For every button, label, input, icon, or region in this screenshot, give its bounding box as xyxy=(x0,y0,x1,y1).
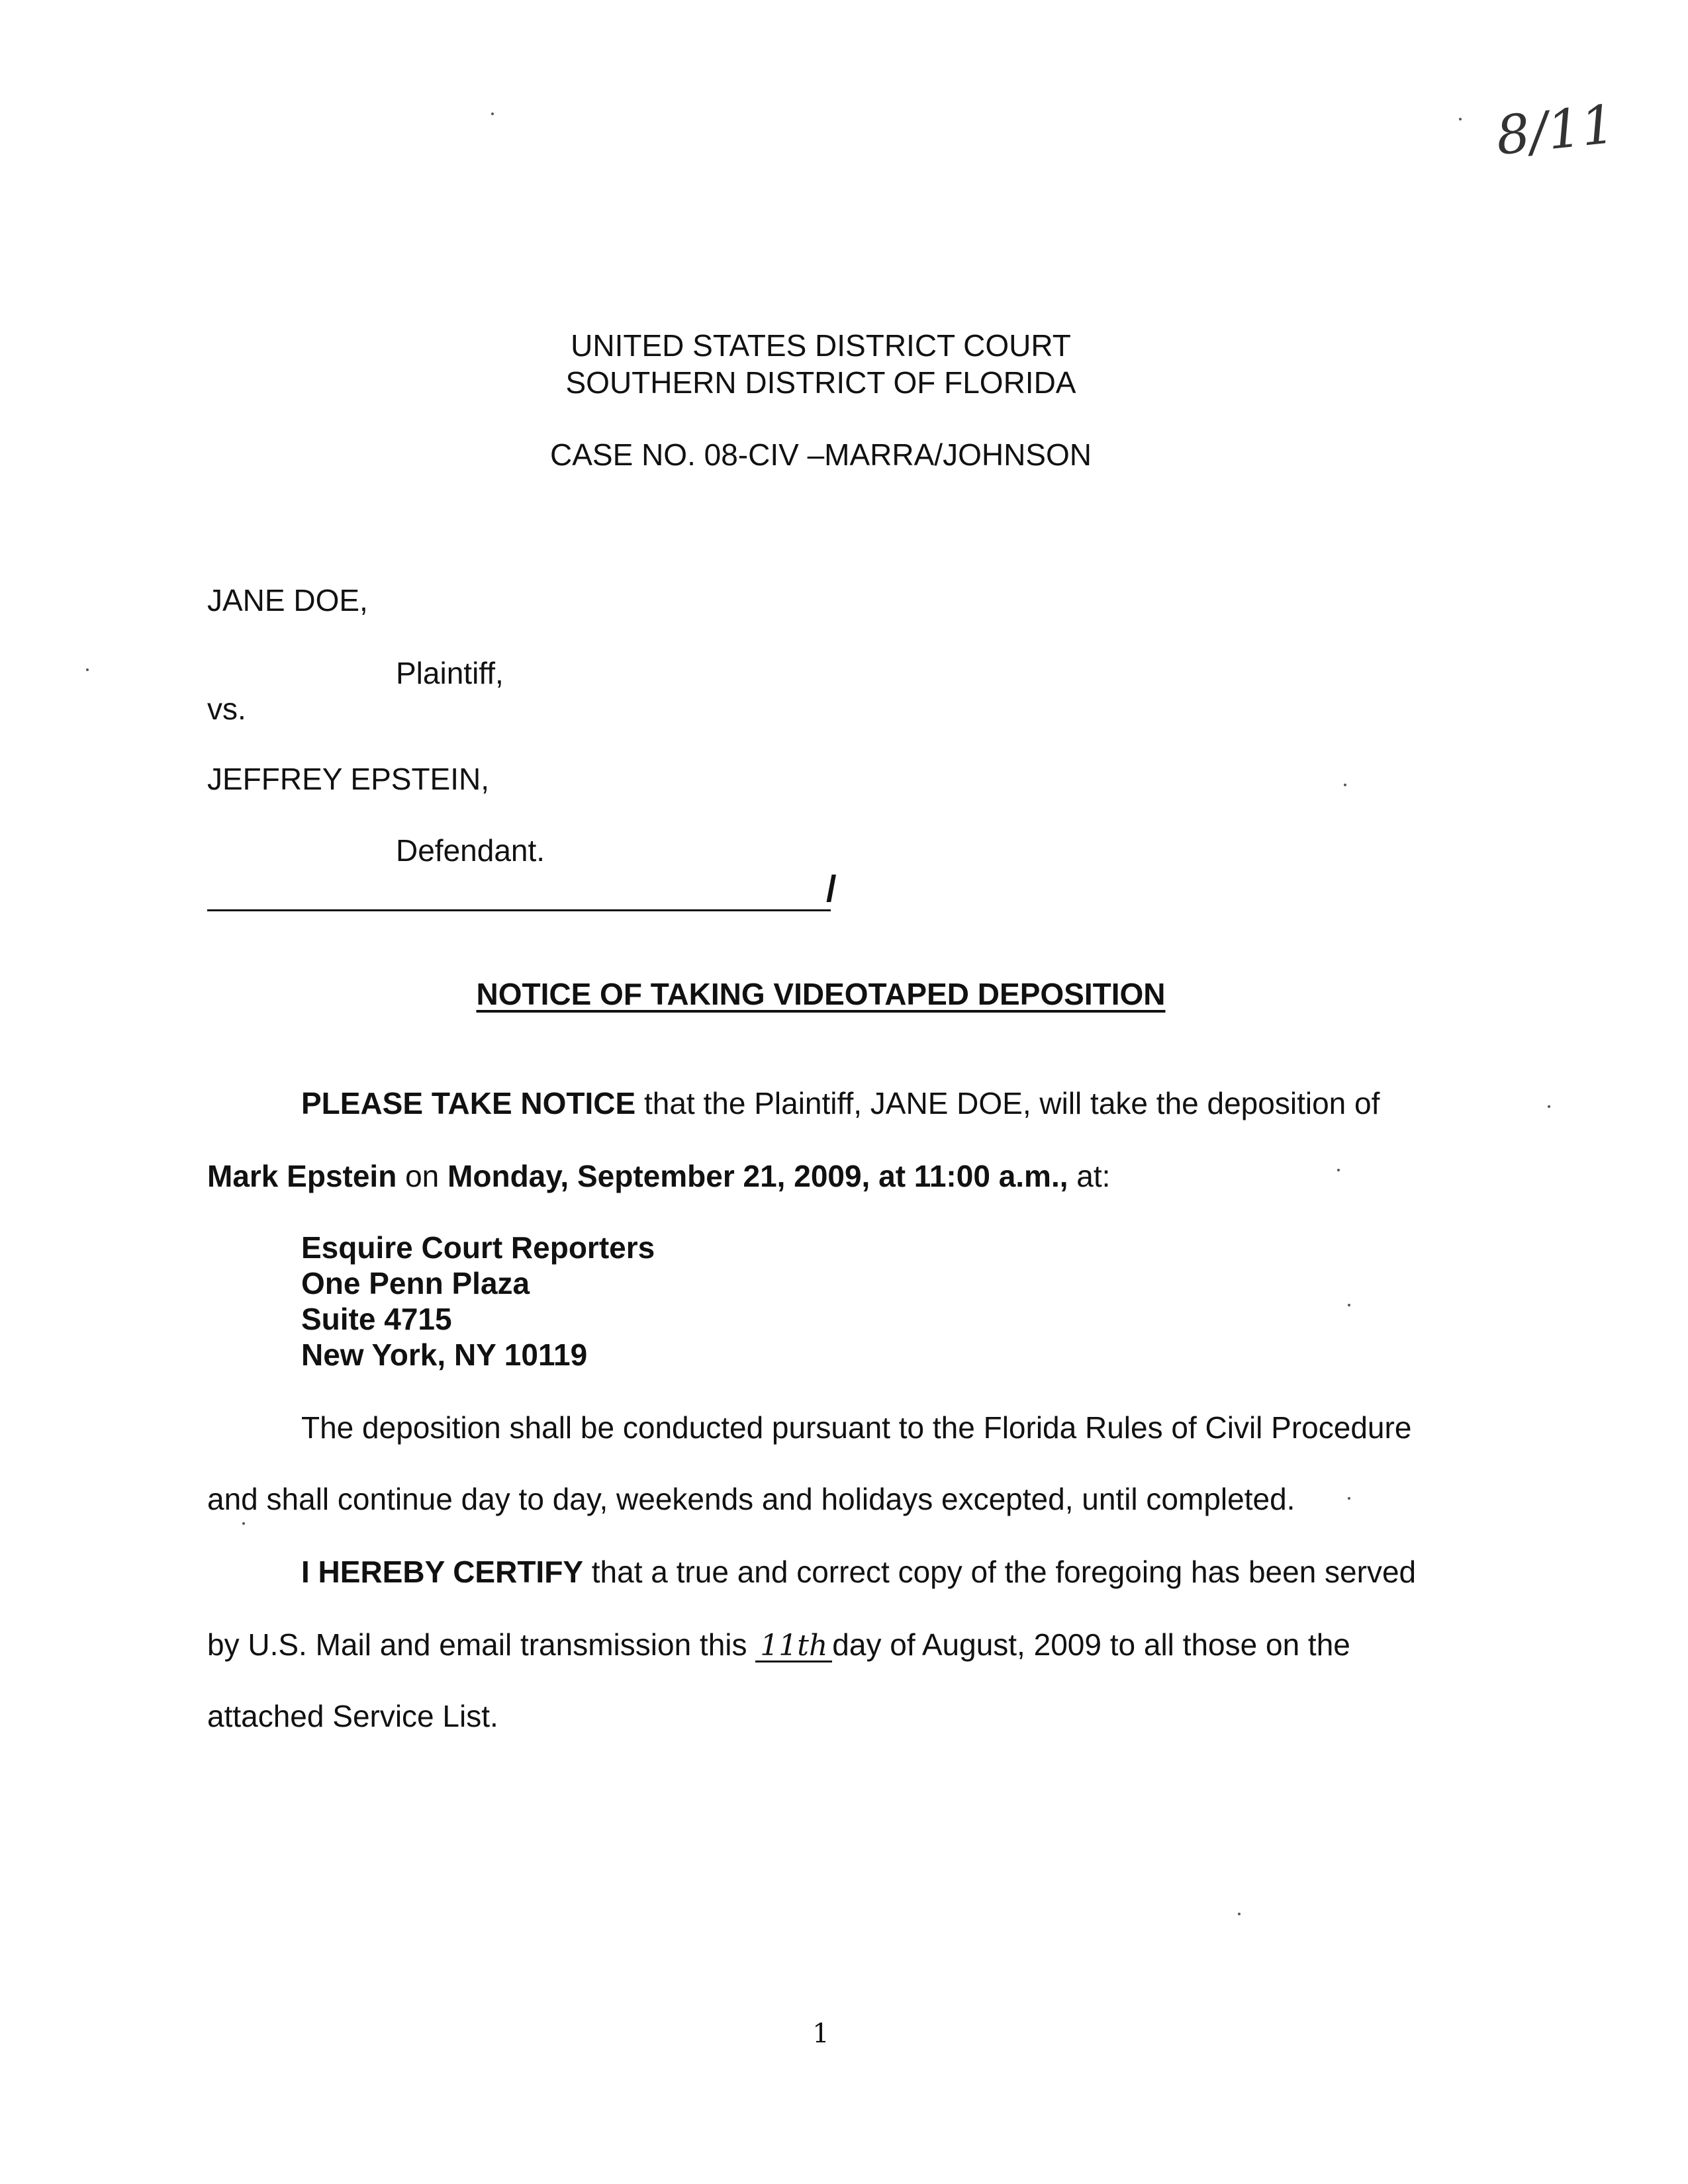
caption-rule xyxy=(207,909,831,911)
scan-speck xyxy=(1238,1913,1241,1915)
certify-lead-rest: that a true and correct copy of the foregoing has been served xyxy=(583,1555,1417,1589)
address-line-2: One Penn Plaza xyxy=(301,1266,530,1300)
scan-speck xyxy=(491,113,494,115)
caption-slash: / xyxy=(826,868,837,909)
case-number: CASE NO. 08-CIV –MARRA/JOHNSON xyxy=(550,437,1092,472)
certify-line-2-pre: by U.S. Mail and email transmission this xyxy=(207,1627,756,1662)
certify-lead: I HEREBY CERTIFY xyxy=(301,1555,583,1589)
scan-speck xyxy=(1548,1105,1550,1108)
court-name: UNITED STATES DISTRICT COURT xyxy=(571,328,1071,363)
certify-line-3: attached Service List. xyxy=(207,1699,498,1733)
scan-speck xyxy=(242,1522,245,1525)
notice-at: at: xyxy=(1068,1159,1111,1193)
handwritten-note: 8/11 xyxy=(1493,93,1618,167)
conduct-line-1: The deposition shall be conducted pursuant to the Florida Rules of Civil Procedure xyxy=(301,1410,1412,1445)
certify-line-1 xyxy=(301,1554,1416,1590)
deponent-name: Mark Epstein xyxy=(207,1159,397,1193)
deposition-date-time: Monday, September 21, 2009, at 11:00 a.m., xyxy=(447,1159,1068,1193)
notice-lead-rest: that the Plaintiff, JANE DOE, will take the deposition of xyxy=(635,1086,1380,1120)
certify-line-2-post: day of August, 2009 to all those on the xyxy=(832,1627,1350,1662)
defendant-name: JEFFREY EPSTEIN, xyxy=(207,762,490,796)
address-line-1: Esquire Court Reporters xyxy=(301,1230,655,1265)
scan-speck xyxy=(1459,118,1462,120)
scan-speck xyxy=(1337,1169,1340,1171)
defendant-role: Defendant. xyxy=(396,833,545,868)
scan-speck xyxy=(1344,784,1346,786)
notice-line-1 xyxy=(301,1085,1380,1121)
plaintiff-role: Plaintiff, xyxy=(396,656,504,690)
notice-lead: PLEASE TAKE NOTICE xyxy=(301,1086,636,1120)
scan-speck xyxy=(86,668,89,671)
scan-speck xyxy=(1348,1304,1350,1306)
notice-line-2 xyxy=(207,1158,1110,1194)
address-line-4: New York, NY 10119 xyxy=(301,1338,588,1372)
certify-line-2 xyxy=(207,1627,1350,1662)
handwritten-day-blank: 11th xyxy=(755,1631,832,1662)
notice-on: on xyxy=(397,1159,448,1193)
versus-label: vs. xyxy=(207,692,246,726)
document-title: NOTICE OF TAKING VIDEOTAPED DEPOSITION xyxy=(476,977,1166,1011)
conduct-line-2: and shall continue day to day, weekends and holidays excepted, until completed. xyxy=(207,1482,1295,1516)
court-district: SOUTHERN DISTRICT OF FLORIDA xyxy=(565,365,1076,400)
scan-speck xyxy=(1348,1497,1350,1500)
page-number: 1 xyxy=(812,2019,829,2049)
plaintiff-name: JANE DOE, xyxy=(207,583,368,617)
address-line-3: Suite 4715 xyxy=(301,1302,452,1336)
